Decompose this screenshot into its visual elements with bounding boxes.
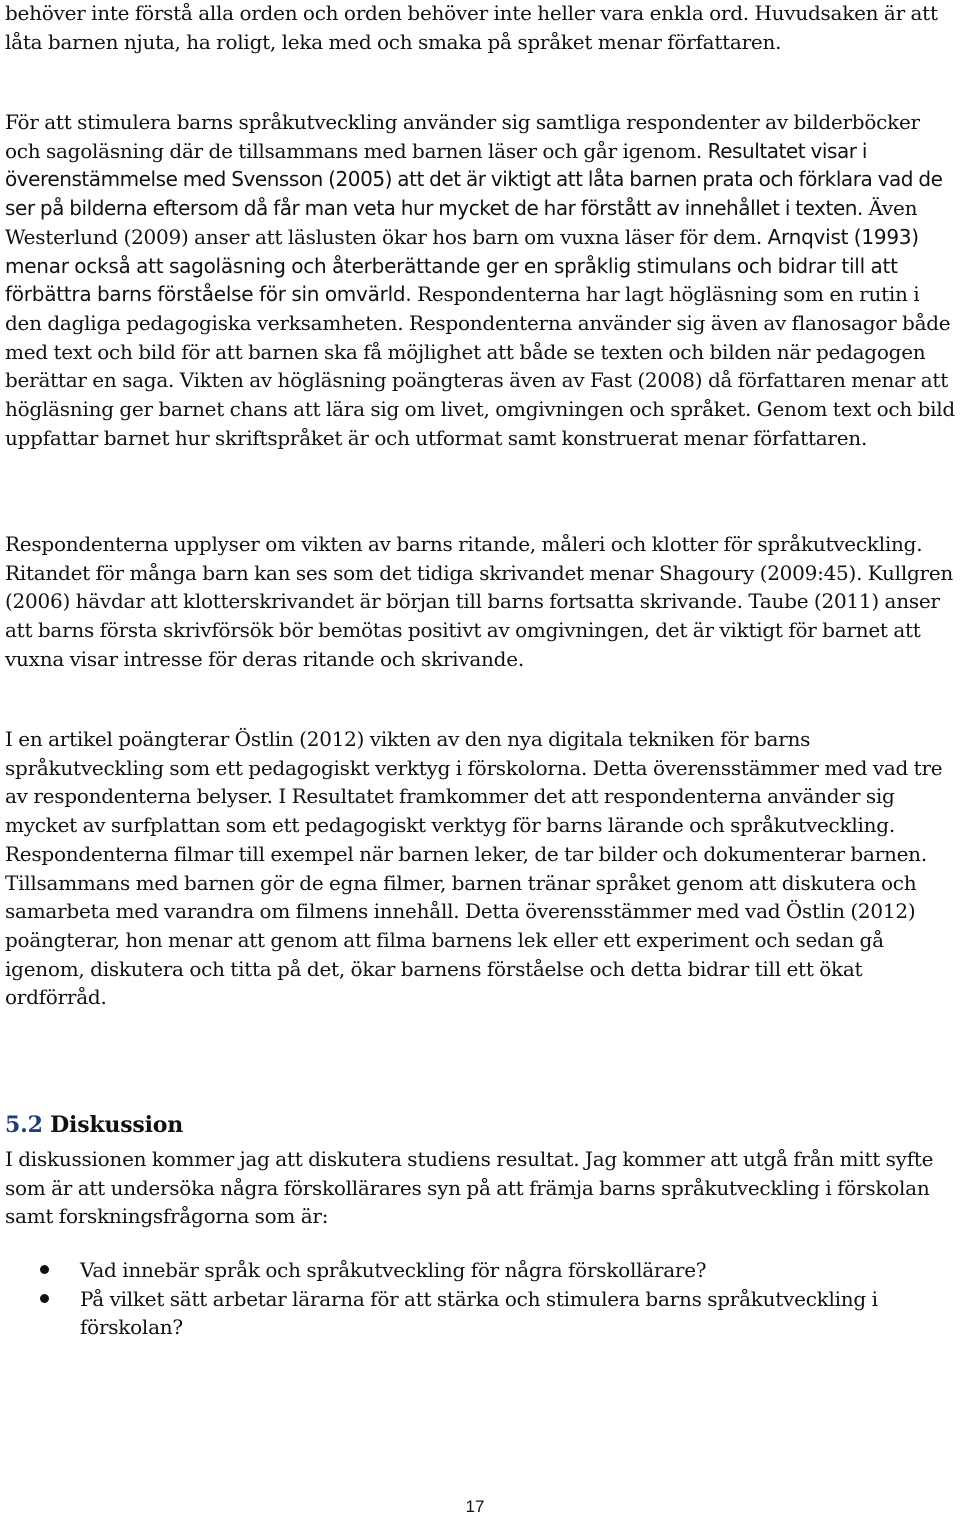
- paragraph-2: [5, 108, 960, 452]
- bullet-icon: [40, 1294, 49, 1303]
- paragraph-2-part-c: Även Westerlund (2009) anser att läslusten ökar hos barn om vuxna läser för dem.: [5, 196, 918, 249]
- bullet-icon: [40, 1265, 49, 1274]
- paragraph-3: Respondenterna upplyser om vikten av barns ritande, måleri och klotter för språkutveckling. Ritandet för många barn kan ses som det tidiga skrivandet menar Shagoury (2009:45). Kullgren (2006) hävdar att klotterskrivandet är början till barns fortsatta skrivande. Taube (2011) anser att barns första skrivförsök bör bemötas positivt av omgivningen, det är viktigt för barnet att vuxna visar intresse för deras ritande och skrivande.: [5, 532, 954, 671]
- section-heading-title: Diskussion: [50, 1112, 184, 1138]
- paragraph-1: behöver inte förstå alla orden och orden behöver inte heller vara enkla ord. Huvudsaken är att låta barnen njuta, ha roligt, leka med och smaka på språket menar författaren.: [5, 1, 938, 54]
- section-heading: [5, 1110, 183, 1140]
- list-item-text: Vad innebär språk och språkutveckling för några förskollärare?: [80, 1258, 707, 1282]
- paragraph-2-part-b: Resultatet visar i överenstämmelse med Svensson (2005) att det är viktigt att låta barnen prata och förklara vad de ser på bilderna eftersom då får man veta hur mycket de har förstått av innehållet i texten.: [5, 138, 943, 221]
- paragraph-2-part-e: Respondenterna har lagt högläsning som en rutin i den dagliga pedagogiska verksamheten. Respondenterna använder sig även av flanosagor både med text och bild för att barnen ska få möjlighet att både se texten och bilden när pedagogen berättar en saga. Vikten av högläsning poängteras även av Fast (2008) då författaren menar att högläsning ger barnet chans att lära sig om livet, omgivningen och språket. Genom text och bild uppfattar barnet hur skriftspråket är och utformat samt konstruerat menar författaren.: [5, 282, 955, 450]
- list-item: [5, 1256, 960, 1285]
- research-questions-list: [5, 1256, 960, 1342]
- list-item: [5, 1285, 960, 1342]
- paragraph-2-part-d: Arnqvist (1993) menar också att sagoläsning och återberättande ger en språklig stimulans och bidrar till att förbättra barns förståelse för sin omvärld.: [5, 224, 919, 307]
- section-heading-number: 5.2: [5, 1112, 43, 1138]
- paragraph-4: I en artikel poängterar Östlin (2012) vikten av den nya digitala tekniken för barns språkutveckling som ett pedagogiskt verktyg i förskolorna. Detta överensstämmer med vad tre av respondenterna belyser. I Resultatet framkommer det att respondenterna använder sig mycket av surfplattan som ett pedagogiskt verktyg för barns lärande och språkutveckling. Respondenterna filmar till exempel när barnen leker, de tar bilder och dokumenterar barnen. Tillsammans med barnen gör de egna filmer, barnen tränar språket genom att diskutera och samarbeta med varandra om filmens innehåll. Detta överensstämmer med vad Östlin (2012) poängterar, hon menar att genom att filma barnens lek eller ett experiment och sedan gå igenom, diskutera och titta på det, ökar barnens förståelse och detta bidrar till ett ökat ordförråd.: [5, 727, 943, 1010]
- page-number: 17: [465, 1497, 485, 1516]
- paragraph-2-part-a: För att stimulera barns språkutveckling använder sig samtliga respondenter av bilderböcker och sagoläsning där de tillsammans med barnen läser och går igenom.: [5, 110, 920, 163]
- list-item-text: På vilket sätt arbetar lärarna för att stärka och stimulera barns språkutveckling i förskolan?: [80, 1286, 878, 1340]
- paragraph-5: I diskussionen kommer jag att diskutera studiens resultat. Jag kommer att utgå från mitt syfte som är att undersöka några förskollärares syn på att främja barns språkutveckling i förskolan samt forskningsfrågorna som är:: [5, 1147, 934, 1229]
